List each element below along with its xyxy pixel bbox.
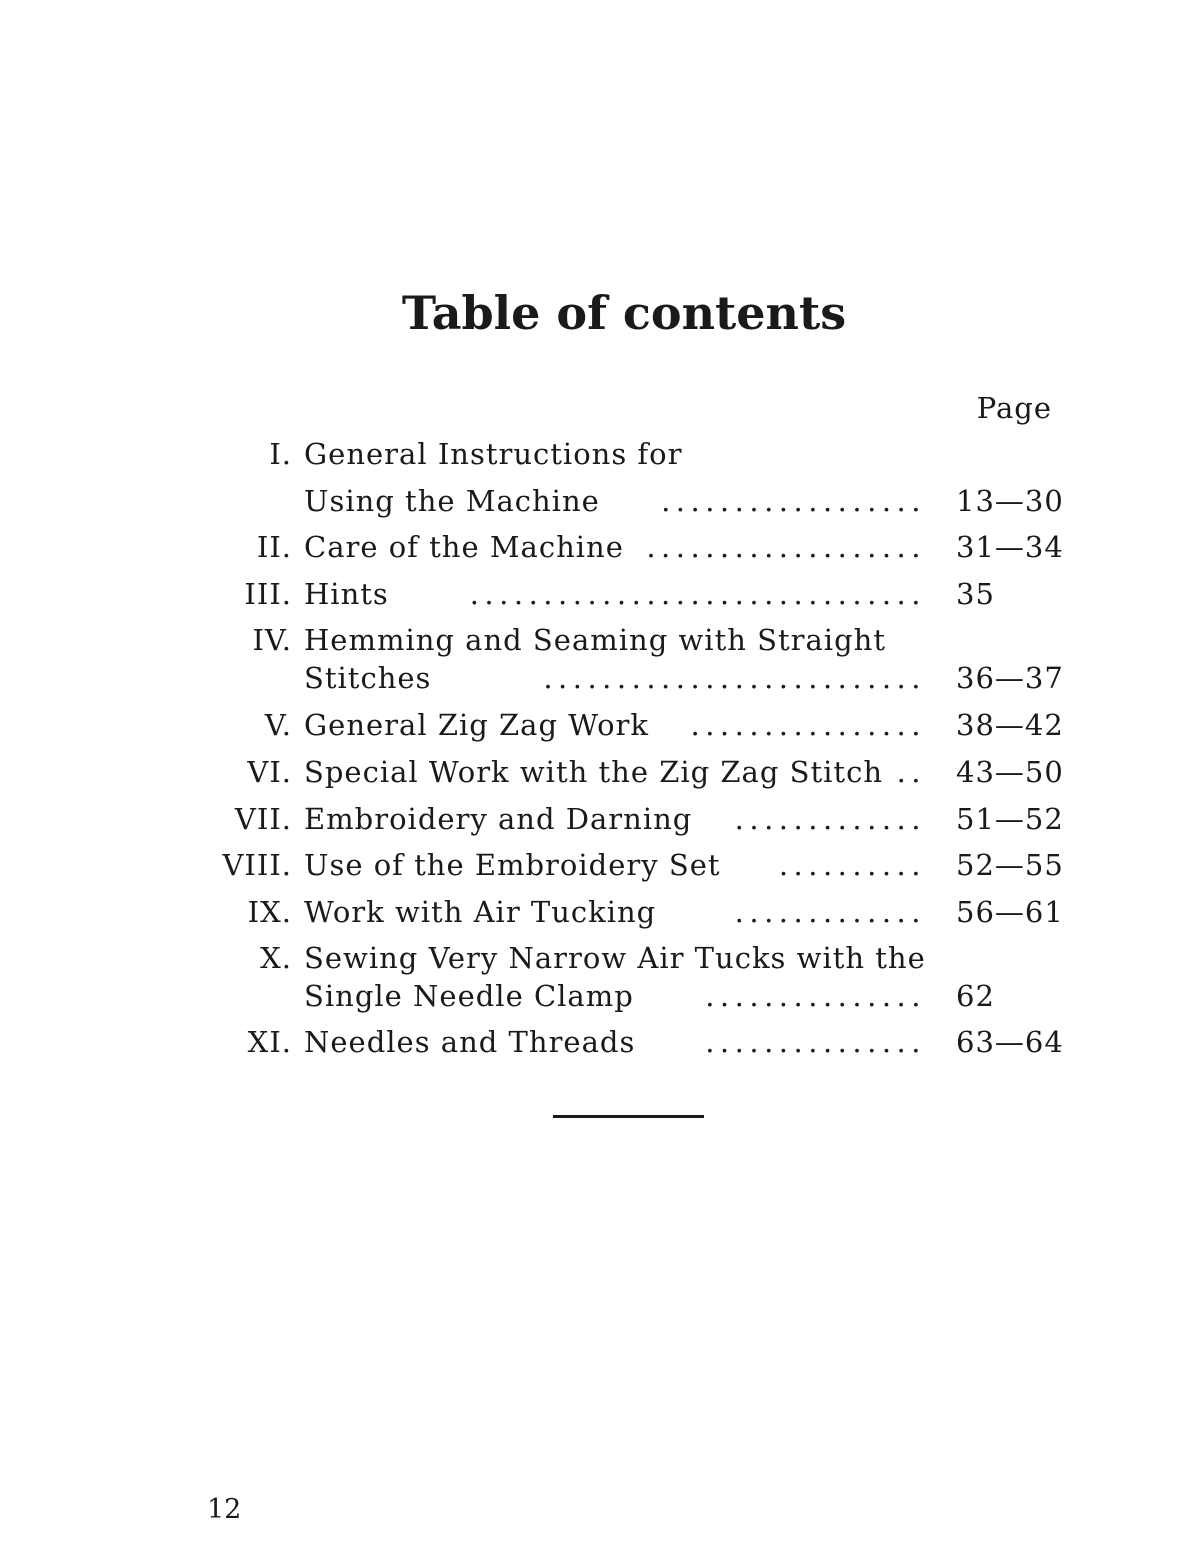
- toc-entry-title: Work with Air Tucking: [304, 895, 657, 929]
- toc-entry-numeral: IV.: [252, 623, 292, 657]
- toc-entry-6: [210, 752, 1064, 792]
- toc-entry-pages: 43—50: [956, 755, 1064, 789]
- toc-entry-title-continued: Using the Machine: [304, 484, 600, 518]
- dot-leader: ..................: [661, 484, 926, 518]
- toc-entry-2: [210, 527, 1064, 567]
- toc-entry-9: [210, 892, 1064, 932]
- toc-entry-title: General Instructions for: [304, 437, 683, 471]
- dot-leader: ................: [690, 708, 926, 742]
- page-title: Table of contents: [401, 286, 847, 340]
- toc-entry-pages: 52—55: [956, 848, 1064, 882]
- toc-entry-numeral: VI.: [247, 755, 292, 789]
- toc-entry-numeral: VIII.: [222, 848, 292, 882]
- toc-entry-pages: 51—52: [956, 802, 1064, 836]
- toc-entry-title: General Zig Zag Work: [304, 708, 649, 742]
- toc-entry-numeral: II.: [256, 530, 292, 564]
- toc-entry-title: Special Work with the Zig Zag Stitch: [304, 755, 883, 789]
- toc-entry-pages: 13—30: [956, 484, 1064, 518]
- toc-entry-title: Needles and Threads: [304, 1025, 636, 1059]
- toc-entry-pages: 63—64: [956, 1025, 1064, 1059]
- toc-entry-10-line-2: [210, 976, 1054, 1016]
- section-divider-rule: [553, 1115, 704, 1118]
- dot-leader: .............: [734, 895, 926, 929]
- toc-entry-title: Use of the Embroidery Set: [304, 848, 721, 882]
- toc-entry-8: [210, 845, 1064, 885]
- toc-entry-numeral: I.: [269, 437, 292, 471]
- toc-entry-title-continued: Stitches: [304, 661, 432, 695]
- toc-entry-11: [210, 1022, 1064, 1062]
- dot-leader: ...............: [705, 1025, 926, 1059]
- toc-entry-numeral: VII.: [234, 802, 292, 836]
- dot-leader: ..........................: [543, 661, 926, 695]
- toc-entry-7: [210, 799, 1064, 839]
- toc-entry-10-line-1: [210, 938, 1054, 978]
- toc-entry-pages: 31—34: [956, 530, 1064, 564]
- toc-entry-1-line-1: [210, 434, 1054, 474]
- page-column-header: Page: [976, 391, 1052, 425]
- toc-entry-title: Sewing Very Narrow Air Tucks with the: [304, 941, 926, 975]
- toc-entry-pages: 36—37: [956, 661, 1064, 695]
- dot-leader: ...................: [646, 530, 926, 564]
- toc-entry-3: [210, 574, 1054, 614]
- toc-entry-numeral: V.: [264, 708, 292, 742]
- toc-entry-title: Hemming and Seaming with Straight: [304, 623, 886, 657]
- toc-entry-title: Embroidery and Darning: [304, 802, 693, 836]
- toc-entry-numeral: III.: [244, 577, 292, 611]
- toc-entry-numeral: IX.: [247, 895, 292, 929]
- toc-entry-numeral: XI.: [247, 1025, 292, 1059]
- toc-entry-title: Hints: [304, 577, 389, 611]
- toc-entry-pages: 62: [956, 979, 995, 1013]
- dot-leader: ...............: [705, 979, 926, 1013]
- dot-leader: ...............................: [469, 577, 926, 611]
- toc-entry-4-line-2: [210, 658, 1064, 698]
- toc-entry-title: Care of the Machine: [304, 530, 624, 564]
- page-number: 12: [207, 1494, 242, 1525]
- toc-entry-1-line-2: [210, 481, 1064, 521]
- dot-leader: ..........: [778, 848, 926, 882]
- toc-entry-title-continued: Single Needle Clamp: [304, 979, 634, 1013]
- toc-entry-5: [210, 705, 1064, 745]
- toc-entry-pages: 38—42: [956, 708, 1064, 742]
- toc-entry-4-line-1: [210, 620, 1054, 660]
- dot-leader: .............: [734, 802, 926, 836]
- dot-leader: ..: [896, 755, 926, 789]
- toc-entry-pages: 35: [956, 577, 995, 611]
- toc-entry-numeral: X.: [260, 941, 292, 975]
- toc-entry-pages: 56—61: [956, 895, 1064, 929]
